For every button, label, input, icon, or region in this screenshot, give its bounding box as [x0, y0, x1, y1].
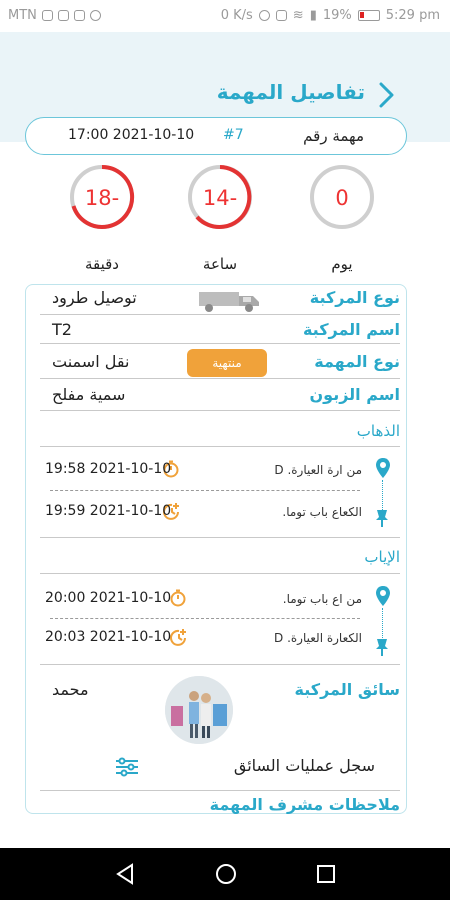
task-type-value: نقل اسمنت	[52, 352, 130, 371]
return-to-time: 20:03 2021-10-10	[45, 629, 172, 645]
divider	[40, 343, 400, 344]
customer-label: اسم الزبون	[309, 385, 400, 404]
going-to-place: الكعاع باب توما.	[282, 505, 362, 519]
divider	[40, 314, 400, 315]
lock-icon	[74, 10, 85, 21]
driver-name: محمد	[52, 680, 89, 699]
navigation-bar	[0, 848, 450, 900]
vehicle-type-label: نوع المركبة	[309, 288, 400, 307]
signal-icon: ▮	[309, 8, 317, 23]
task-info-pill	[25, 117, 407, 155]
thumbtack-icon	[373, 637, 391, 657]
dashed-divider	[50, 490, 360, 491]
driver-photo	[165, 676, 233, 744]
minutes-value: 18-	[84, 186, 120, 210]
task-number-label: مهمة رقم	[303, 127, 364, 145]
vehicle-type-value: توصيل طرود	[52, 288, 137, 307]
shield-icon	[42, 10, 53, 21]
back-nav-icon[interactable]	[114, 862, 136, 886]
vibrate-icon	[276, 10, 287, 21]
vehicle-name-value: T2	[52, 320, 72, 339]
driver-avatar[interactable]	[165, 676, 233, 744]
days-value: 0	[335, 186, 349, 210]
alarm-icon	[259, 10, 270, 21]
minutes-timer	[69, 164, 135, 234]
customer-value: سمية مفلح	[52, 385, 126, 404]
return-to-place: الكعارة العيارة. D	[274, 631, 362, 645]
hours-label: ساعة	[202, 255, 238, 273]
home-nav-icon[interactable]	[214, 862, 238, 886]
back-button[interactable]	[372, 80, 402, 110]
days-timer	[309, 164, 375, 234]
going-title: الذهاب	[356, 422, 400, 440]
recents-nav-icon[interactable]	[315, 863, 337, 885]
divider	[40, 446, 400, 447]
driver-label: سائق المركبة	[294, 680, 400, 699]
clock: 5:29 pm	[385, 8, 440, 23]
truck-icon	[195, 284, 265, 314]
divider	[40, 664, 400, 665]
going-from-place: من ارة العيارة. D	[274, 463, 362, 477]
task-type-label: نوع المهمة	[314, 352, 400, 371]
return-from-time: 20:00 2021-10-10	[45, 590, 172, 606]
history-icon	[169, 628, 189, 648]
location-pin-icon	[374, 457, 392, 479]
chevron-right-icon	[372, 80, 402, 110]
divider	[40, 790, 400, 791]
wifi-icon: ≋	[292, 8, 304, 23]
sliders-icon[interactable]	[114, 756, 140, 778]
page-title: تفاصيل المهمة	[216, 80, 365, 104]
battery-percent: 19%	[322, 8, 352, 23]
route-line	[382, 480, 383, 510]
minutes-label: دقيقة	[84, 255, 119, 273]
supervisor-notes-label: ملاحظات مشرف المهمة	[209, 795, 400, 814]
going-to-time: 19:59 2021-10-10	[45, 503, 172, 519]
thumbtack-icon	[373, 508, 391, 528]
task-datetime: 17:00 2021-10-10	[68, 127, 195, 143]
stopwatch-icon	[169, 589, 187, 607]
hours-value: 14-	[202, 186, 238, 210]
going-from-time: 19:58 2021-10-10	[45, 461, 172, 477]
divider	[40, 378, 400, 379]
days-label: يوم	[331, 255, 353, 273]
divider	[40, 537, 400, 538]
return-title: الإياب	[364, 548, 400, 566]
vehicle-name-label: اسم المركبة	[302, 320, 400, 339]
driver-log-button[interactable]: سجل عمليات السائق	[233, 756, 375, 775]
route-line	[382, 608, 383, 638]
return-from-place: من اع باب توما.	[282, 592, 362, 606]
location-pin-icon	[374, 585, 392, 607]
hours-timer	[187, 164, 253, 234]
divider	[40, 410, 400, 411]
net-speed: 0 K/s	[220, 8, 253, 23]
battery-icon	[358, 10, 380, 21]
status-bar	[0, 0, 450, 32]
whatsapp-icon	[90, 10, 101, 21]
divider	[40, 573, 400, 574]
image-icon	[58, 10, 69, 21]
dashed-divider	[50, 618, 360, 619]
task-number: #7	[223, 127, 244, 143]
status-badge: منتهية	[187, 349, 267, 377]
carrier-label: MTN	[8, 8, 37, 23]
